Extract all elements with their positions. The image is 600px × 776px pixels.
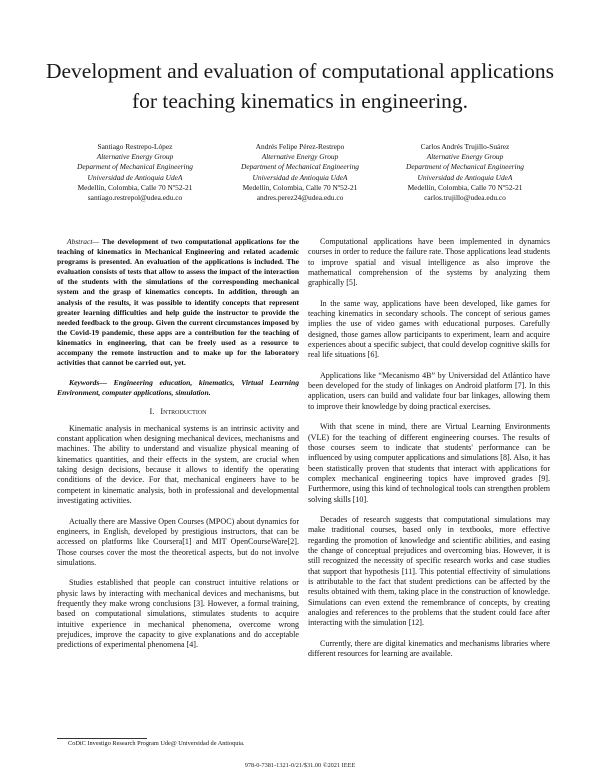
author-university: Universidad de Antioquia UdeA — [87, 172, 183, 182]
author-department: Department of Mechanical Engineering — [405, 162, 524, 172]
paragraph: With that scene in mind, there are Virtual Learning Environments (VLE) for the teaching of different engineering courses. The results of those courses seem to indicate that students' performance can be influenced by using computer applications and simulations [8]. Also, it has been statistically proven that students that interact with applications for complex mechanical engineering topics have improved grades [9]. Furthermore, using this kind of technological tools can strengthen problem solving skills [10]. — [308, 422, 550, 504]
keywords: Keywords— Engineering education, kinematics, Virtual Learning Environment, computer applications, simulation. — [57, 378, 299, 398]
section-title: Introduction — [160, 407, 207, 417]
abstract-lead: Abstract— — [67, 237, 100, 246]
section-number: I. — [149, 407, 155, 417]
footnote: CoDiC Investigo Research Program Ude@ Universidad de Antioquia. — [68, 740, 245, 747]
author-university: Universidad de Antioquia UdeA — [252, 172, 348, 182]
author-department: Department of Mechanical Engineering — [240, 162, 359, 172]
author-group: Alternative Energy Group — [96, 152, 174, 162]
author-address: Medellín, Colombia, Calle 70 Nº52-21 — [242, 182, 358, 192]
author-block-2 — [215, 142, 385, 203]
abstract — [57, 237, 299, 368]
paragraph: Actually there are Massive Open Courses (MPOC) about dynamics for engineers, in English, developed by prestigious instructors, that can be accessed on platforms like Coursera[1] and MIT OpenCourseWare[2]. Those courses cover the most the theoretical aspects, but do not involve simulations. — [57, 516, 299, 567]
paragraph: In the same way, applications have been developed, like games for teaching kinematics in secondary schools. The concept of serious games implies the use of video games with educational purposes. Carefully designed, those games allow participants to experiment, learn and acquire experiences about a specific subject, that could develop cognitive skills for real life situations [6]. — [308, 298, 550, 360]
author-address: Medellín, Colombia, Calle 70 Nº52-21 — [77, 182, 193, 192]
author-address: Medellín, Colombia, Calle 70 Nº52-21 — [407, 182, 523, 192]
copyright-notice: 978-0-7381-1321-0/21/$31.00 ©2021 IEEE — [244, 762, 356, 769]
author-name: Santiago Restrepo-López — [97, 142, 173, 151]
author-group: Alternative Energy Group — [426, 152, 504, 162]
author-block-1 — [50, 142, 220, 203]
paper-title: Development and evaluation of computational applications for teaching kinematics in engineering. — [45, 59, 555, 113]
paragraph: Currently, there are digital kinematics and mechanisms libraries where different resources for learning are available. — [308, 638, 550, 659]
author-group: Alternative Energy Group — [261, 152, 339, 162]
left-column — [57, 237, 299, 651]
author-email: andres.perez24@udea.edu.co — [256, 193, 344, 203]
author-name: Carlos Andrés Trujillo-Suárez — [420, 142, 510, 151]
author-email: santiago.restrepol@udea.edu.co — [87, 193, 183, 203]
paragraph: Computational applications have been implemented in dynamics courses in order to reduce the failure rate. Those applications lead students to improve spatial and visual intelligence as also improve the mathematical comprehension of the systems by analyzing them graphically [5]. — [308, 237, 550, 288]
author-email: carlos.trujillo@udea.edu.co — [424, 193, 506, 203]
paragraph: Applications like “Mecanismo 4B” by Universidad del Atlántico have been developed for the study of linkages on Android platform [7]. In this application, users can build and validate four bar linkages, allowing them to improve their knowledge by doing practical exercises. — [308, 370, 550, 411]
abstract-text: The development of two computational applications for the teaching of kinematics in Mechanical Engineering and related academic programs is presented. An evaluation of the applications is included. The evaluation consists of tests that allow to assess the impact of the interaction of the students with the simulations of the corresponding mechanical system and the grasp of kinematics concepts. In addition, through an analysis of the results, it was possible to identify concepts that represent greater learning difficulties and help guide the instructor to provide the needed feedback to the group. Given the current circumstances imposed by the Covid-19 pandemic, these apps are a contribution for the teaching of kinematics in engineering, that can be freely used as a resource to accompany the remote instruction and to make up for the laboratory activities that cannot be carried out, yet. — [57, 237, 299, 368]
paragraph: Studies established that people can construct intuitive relations or physic laws by interacting with mechanical devices and mechanisms, but frequently they make wrong conclusions [3]. However, a formal training, based on computational simulations, stimulates students to acquire intuitive experience in mechanical phenomena, overcome wrong prejudices, improve the capacity to give explanations and do acceptable predictions of experimental phenomena [4]. — [57, 578, 299, 650]
author-university: Universidad de Antioquia UdeA — [417, 172, 513, 182]
author-department: Deparment of Mechanical Engineering — [77, 162, 193, 172]
right-column — [308, 237, 550, 659]
author-name: Andrés Felipe Pérez-Restrepo — [255, 142, 345, 151]
author-block-3 — [380, 142, 550, 203]
paragraph: Decades of research suggests that computational simulations may make traditional courses, based only in textbooks, more effective regarding the promotion of knowledge and scientific abilities, and easing the change of conceptual prejudices and overcoming bias. However, it is still recognized the necessity of specific research works and case studies that support that hypothesis [11]. This potential effectivity of simulations is attributable to the fact that student predictions can be affected by the results obtained with them, taking place in the construction of knowledge. Simulations can even extend the remembrance of concepts, by creating analogies and references to the problems that the student could face after interacting with the simulation [12]. — [308, 514, 550, 628]
paragraph: Kinematic analysis in mechanical systems is an intrinsic activity and constant application when designing mechanical devices, mechanisms and machines. The ability to understand and visualize physical meaning of kinematics quantities, and their effects in the system, are crucial when taking design decisions, because it allows to identify the operating conditions of the device. For that, mechanical engineers have to be competent in kinematic analysis, both in professional and developmental investigating activities. — [57, 423, 299, 506]
footnote-rule — [57, 738, 147, 739]
section-heading — [57, 407, 299, 417]
